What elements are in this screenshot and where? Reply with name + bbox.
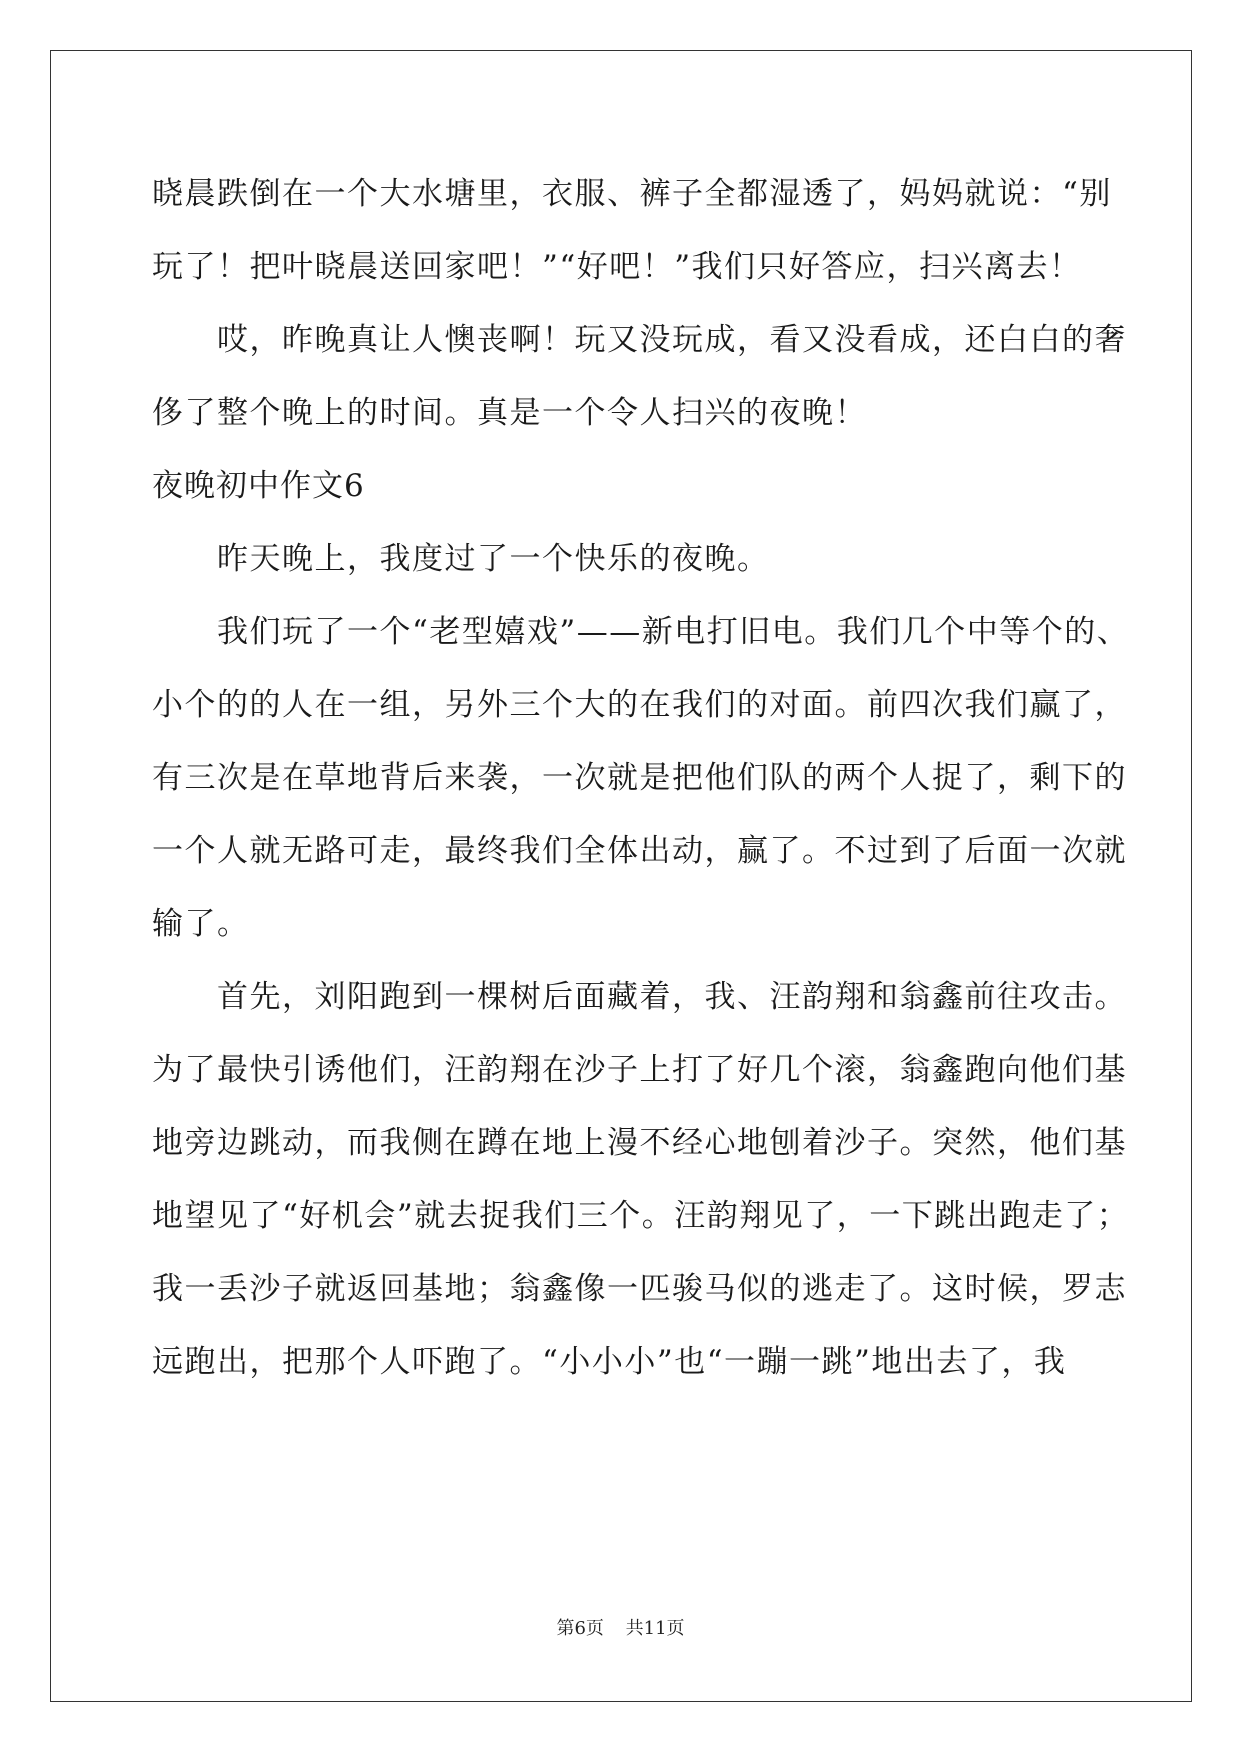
text-line: 地旁边跳动，而我侧在蹲在地上漫不经心地刨着沙子。突然，他们基 xyxy=(152,1125,1127,1161)
page-footer xyxy=(0,1614,1241,1640)
text-line: 侈了整个晚上的时间。真是一个令人扫兴的夜晚！ xyxy=(152,395,867,431)
text-line: 晓晨跌倒在一个大水塘里，衣服、裤子全都湿透了，妈妈就说：“别 xyxy=(152,176,1112,212)
page-number: 第6页 xyxy=(556,1618,604,1639)
text-line: 哎，昨晚真让人懊丧啊！玩又没玩成，看又没看成，还白白的奢 xyxy=(152,322,1127,358)
text-line: 地望见了“好机会”就去捉我们三个。汪韵翔见了，一下跳出跑走了； xyxy=(152,1198,1130,1234)
text-line: 昨天晚上，我度过了一个快乐的夜晚。 xyxy=(152,541,770,577)
text-line: 首先，刘阳跑到一棵树后面藏着，我、汪韵翔和翁鑫前往攻击。 xyxy=(152,979,1127,1015)
text-line: 我一丢沙子就返回基地；翁鑫像一匹骏马似的逃走了。这时候，罗志 xyxy=(152,1271,1127,1307)
text-line: 玩了！把叶晓晨送回家吧！”“好吧！”我们只好答应，扫兴离去！ xyxy=(152,249,1082,285)
text-line: 有三次是在草地背后来袭，一次就是把他们队的两个人捉了，剩下的 xyxy=(152,760,1127,796)
text-line: 输了。 xyxy=(152,906,250,942)
text-line: 远跑出，把那个人吓跑了。“小小小”也“一蹦一跳”地出去了，我 xyxy=(152,1344,1067,1380)
text-line: 小个的的人在一组，另外三个大的在我们的对面。前四次我们赢了， xyxy=(152,687,1127,723)
text-line: 我们玩了一个“老型嬉戏”——新电打旧电。我们几个中等个的、 xyxy=(152,614,1130,650)
text-line: 为了最快引诱他们，汪韵翔在沙子上打了好几个滚，翁鑫跑向他们基 xyxy=(152,1052,1127,1088)
section-heading: 夜晚初中作文6 xyxy=(152,468,365,504)
text-line: 一个人就无路可走，最终我们全体出动，赢了。不过到了后面一次就 xyxy=(152,833,1127,869)
document-body xyxy=(152,158,1130,1399)
page-total: 共11页 xyxy=(625,1618,685,1639)
